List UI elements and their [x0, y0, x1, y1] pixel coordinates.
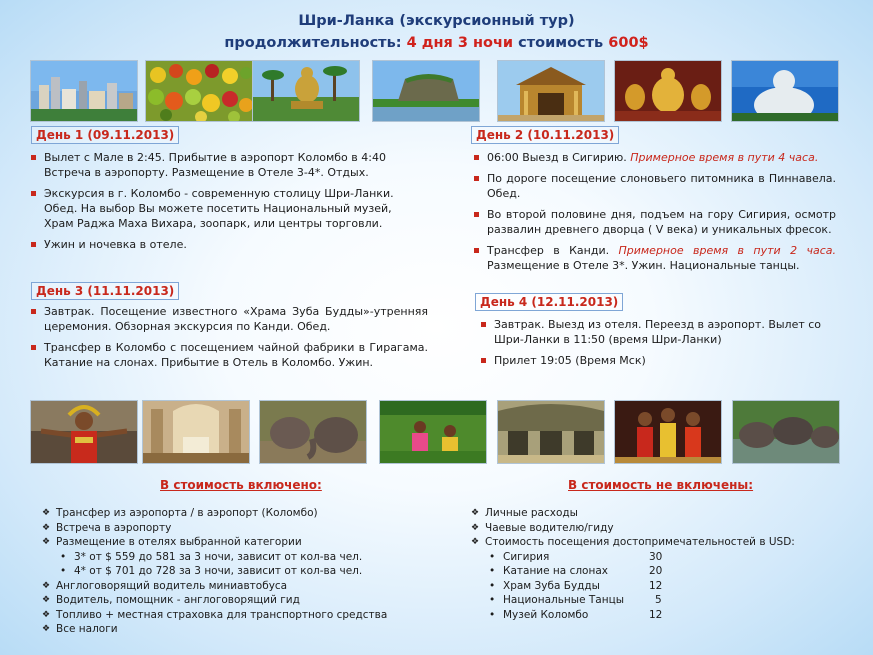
- diamond-bullet-icon: ❖: [42, 522, 51, 533]
- dot-bullet-icon: •: [489, 608, 496, 621]
- list-item: ❖ Стоимость посещения достопримечательностей в USD:: [471, 536, 795, 548]
- tea-pickers-photo: [379, 400, 487, 464]
- list-item: ❖ Все налоги: [42, 623, 118, 635]
- list-item: ❖ Водитель, помощник - англоговорящий гид: [42, 594, 300, 606]
- golden-buddha-shrine-photo: [614, 60, 722, 122]
- list-item: • 4* от $ 701 до 728 за 3 ночи, зависит от кол-ва чел.: [60, 565, 363, 577]
- dot-bullet-icon: •: [60, 550, 67, 563]
- museum-hall-photo: [142, 400, 250, 464]
- tour-summary: [0, 35, 873, 51]
- included-heading: В стоимость включено:: [160, 478, 322, 492]
- day1-list: [27, 150, 415, 258]
- diamond-bullet-icon: ❖: [42, 595, 51, 605]
- dancers-photo: [614, 400, 722, 464]
- list-item: Прилет 19:05 (Время Мск): [477, 353, 833, 368]
- fruit-market-photo: [145, 60, 253, 122]
- diamond-bullet-icon: ❖: [42, 508, 51, 518]
- list-item: Завтрак. Выезд из отеля. Переезд в аэропорт. Вылет со Шри-Ланки в 11:50 (время Шри-Ланки): [477, 317, 833, 347]
- bullet-square-icon: [474, 155, 479, 160]
- list-item: Завтрак. Посещение известного «Храма Зуба Будды»-утренняя церемония. Обзорная экскурсия по Канди. Обед.: [27, 304, 428, 334]
- list-item: По дороге посещение слоновьего питомника в Пиннавела. Обед.: [470, 171, 836, 201]
- list-item: Трансфер в Коломбо с посещением чайной фабрики в Гирагама. Катание на слонах. Прибытие в Отель в Коломбо. Ужин.: [27, 340, 428, 370]
- duration-value: 4 дня 3 ночи: [401, 35, 519, 51]
- price-row: • Национальные Танцы 5: [489, 594, 662, 606]
- price-row: • Сигирия 30: [489, 550, 663, 563]
- price-label: стоимость: [518, 35, 609, 51]
- list-item: ❖ Размещение в отелях выбранной категории: [42, 536, 302, 548]
- buddha-statue-park-photo: [252, 60, 360, 122]
- list-item: ❖ Чаевые водителю/гиду: [471, 521, 614, 534]
- bullet-square-icon: [31, 155, 36, 160]
- list-item: Во второй половине дня, подъем на гору Сигирия, осмотр развалин древнего дворца ( V века) и уникальных фресок.: [470, 207, 836, 237]
- bullet-square-icon: [474, 212, 479, 217]
- bullet-square-icon: [481, 358, 486, 363]
- list-item: ❖ Англоговорящий водитель миниавтобуса: [42, 579, 288, 592]
- day3-list: [27, 304, 428, 376]
- not-included-list: [469, 506, 849, 622]
- list-item: ❖ Топливо + местная страховка для транспортного средства: [42, 608, 388, 621]
- dot-bullet-icon: •: [489, 550, 496, 563]
- dot-bullet-icon: •: [489, 579, 496, 592]
- bullet-square-icon: [474, 248, 479, 253]
- white-buddha-statue-photo: [731, 60, 839, 122]
- price-row: • Катание на слонах 20: [489, 565, 663, 577]
- dot-bullet-icon: •: [60, 565, 67, 577]
- list-item: ❖ Встреча в аэропорту: [42, 521, 172, 534]
- sigiriya-rock-photo: [372, 60, 480, 122]
- list-item: ❖ Личные расходы: [471, 507, 578, 519]
- list-item: Ужин и ночевка в отеле.: [27, 237, 415, 252]
- dot-bullet-icon: •: [489, 565, 496, 577]
- bullet-square-icon: [481, 322, 486, 327]
- list-item: ❖ Трансфер из аэропорта / в аэропорт (Коломбо): [42, 507, 318, 519]
- list-item: 06:00 Выезд в Сигирию. Примерное время в пути 4 часа.: [470, 150, 836, 165]
- included-list: [40, 506, 450, 637]
- dot-bullet-icon: •: [489, 594, 496, 606]
- price-row: • Музей Коломбо 12: [489, 608, 663, 621]
- diamond-bullet-icon: ❖: [42, 624, 51, 634]
- duration-label: продолжительность:: [224, 35, 402, 51]
- diamond-bullet-icon: ❖: [471, 522, 480, 533]
- day4-list: [477, 317, 833, 374]
- list-item: Трансфер в Канди. Примерное время в пути 2 часа. Размещение в Отеле 3*. Ужин. Национальные танцы.: [470, 243, 836, 273]
- temple-photo: [497, 60, 605, 122]
- diamond-bullet-icon: ❖: [42, 580, 51, 591]
- price-row: • Храм Зуба Будды 12: [489, 579, 663, 592]
- elephants-bathing-photo: [732, 400, 840, 464]
- diamond-bullet-icon: ❖: [42, 609, 51, 620]
- kandy-dancer-photo: [30, 400, 138, 464]
- diamond-bullet-icon: ❖: [42, 537, 51, 547]
- day2-list: [470, 150, 836, 279]
- bullet-square-icon: [31, 309, 36, 314]
- list-item: • 3* от $ 559 до 581 за 3 ночи, зависит от кол-ва чел.: [60, 550, 363, 563]
- bullet-square-icon: [31, 345, 36, 350]
- baby-elephants-photo: [259, 400, 367, 464]
- diamond-bullet-icon: ❖: [471, 537, 480, 547]
- city-skyline-photo: [30, 60, 138, 122]
- list-item: Вылет с Мале в 2:45. Прибытие в аэропорт Коломбо в 4:40 Встреча в аэропорту. Размещение в Отеле 3-4*. Отдых.: [27, 150, 415, 180]
- bullet-square-icon: [31, 191, 36, 196]
- bullet-square-icon: [474, 176, 479, 181]
- day2-heading: День 2 (10.11.2013): [471, 126, 619, 144]
- not-included-heading: В стоимость не включены:: [568, 478, 754, 492]
- price-value: 600$: [608, 35, 649, 51]
- day3-heading: День 3 (11.11.2013): [31, 282, 179, 300]
- bullet-square-icon: [31, 242, 36, 247]
- list-item: Экскурсия в г. Коломбо - современную столицу Шри-Ланки. Обед. На выбор Вы можете посетить Национальный музей, Храм Раджа Маха Вихара, зоопарк, или центры торговли.: [27, 186, 415, 231]
- rock-cave-photo: [497, 400, 605, 464]
- page-title: Шри-Ланка (экскурсионный тур): [298, 13, 575, 29]
- day1-heading: День 1 (09.11.2013): [31, 126, 179, 144]
- diamond-bullet-icon: ❖: [471, 508, 480, 518]
- day4-heading: День 4 (12.11.2013): [475, 293, 623, 311]
